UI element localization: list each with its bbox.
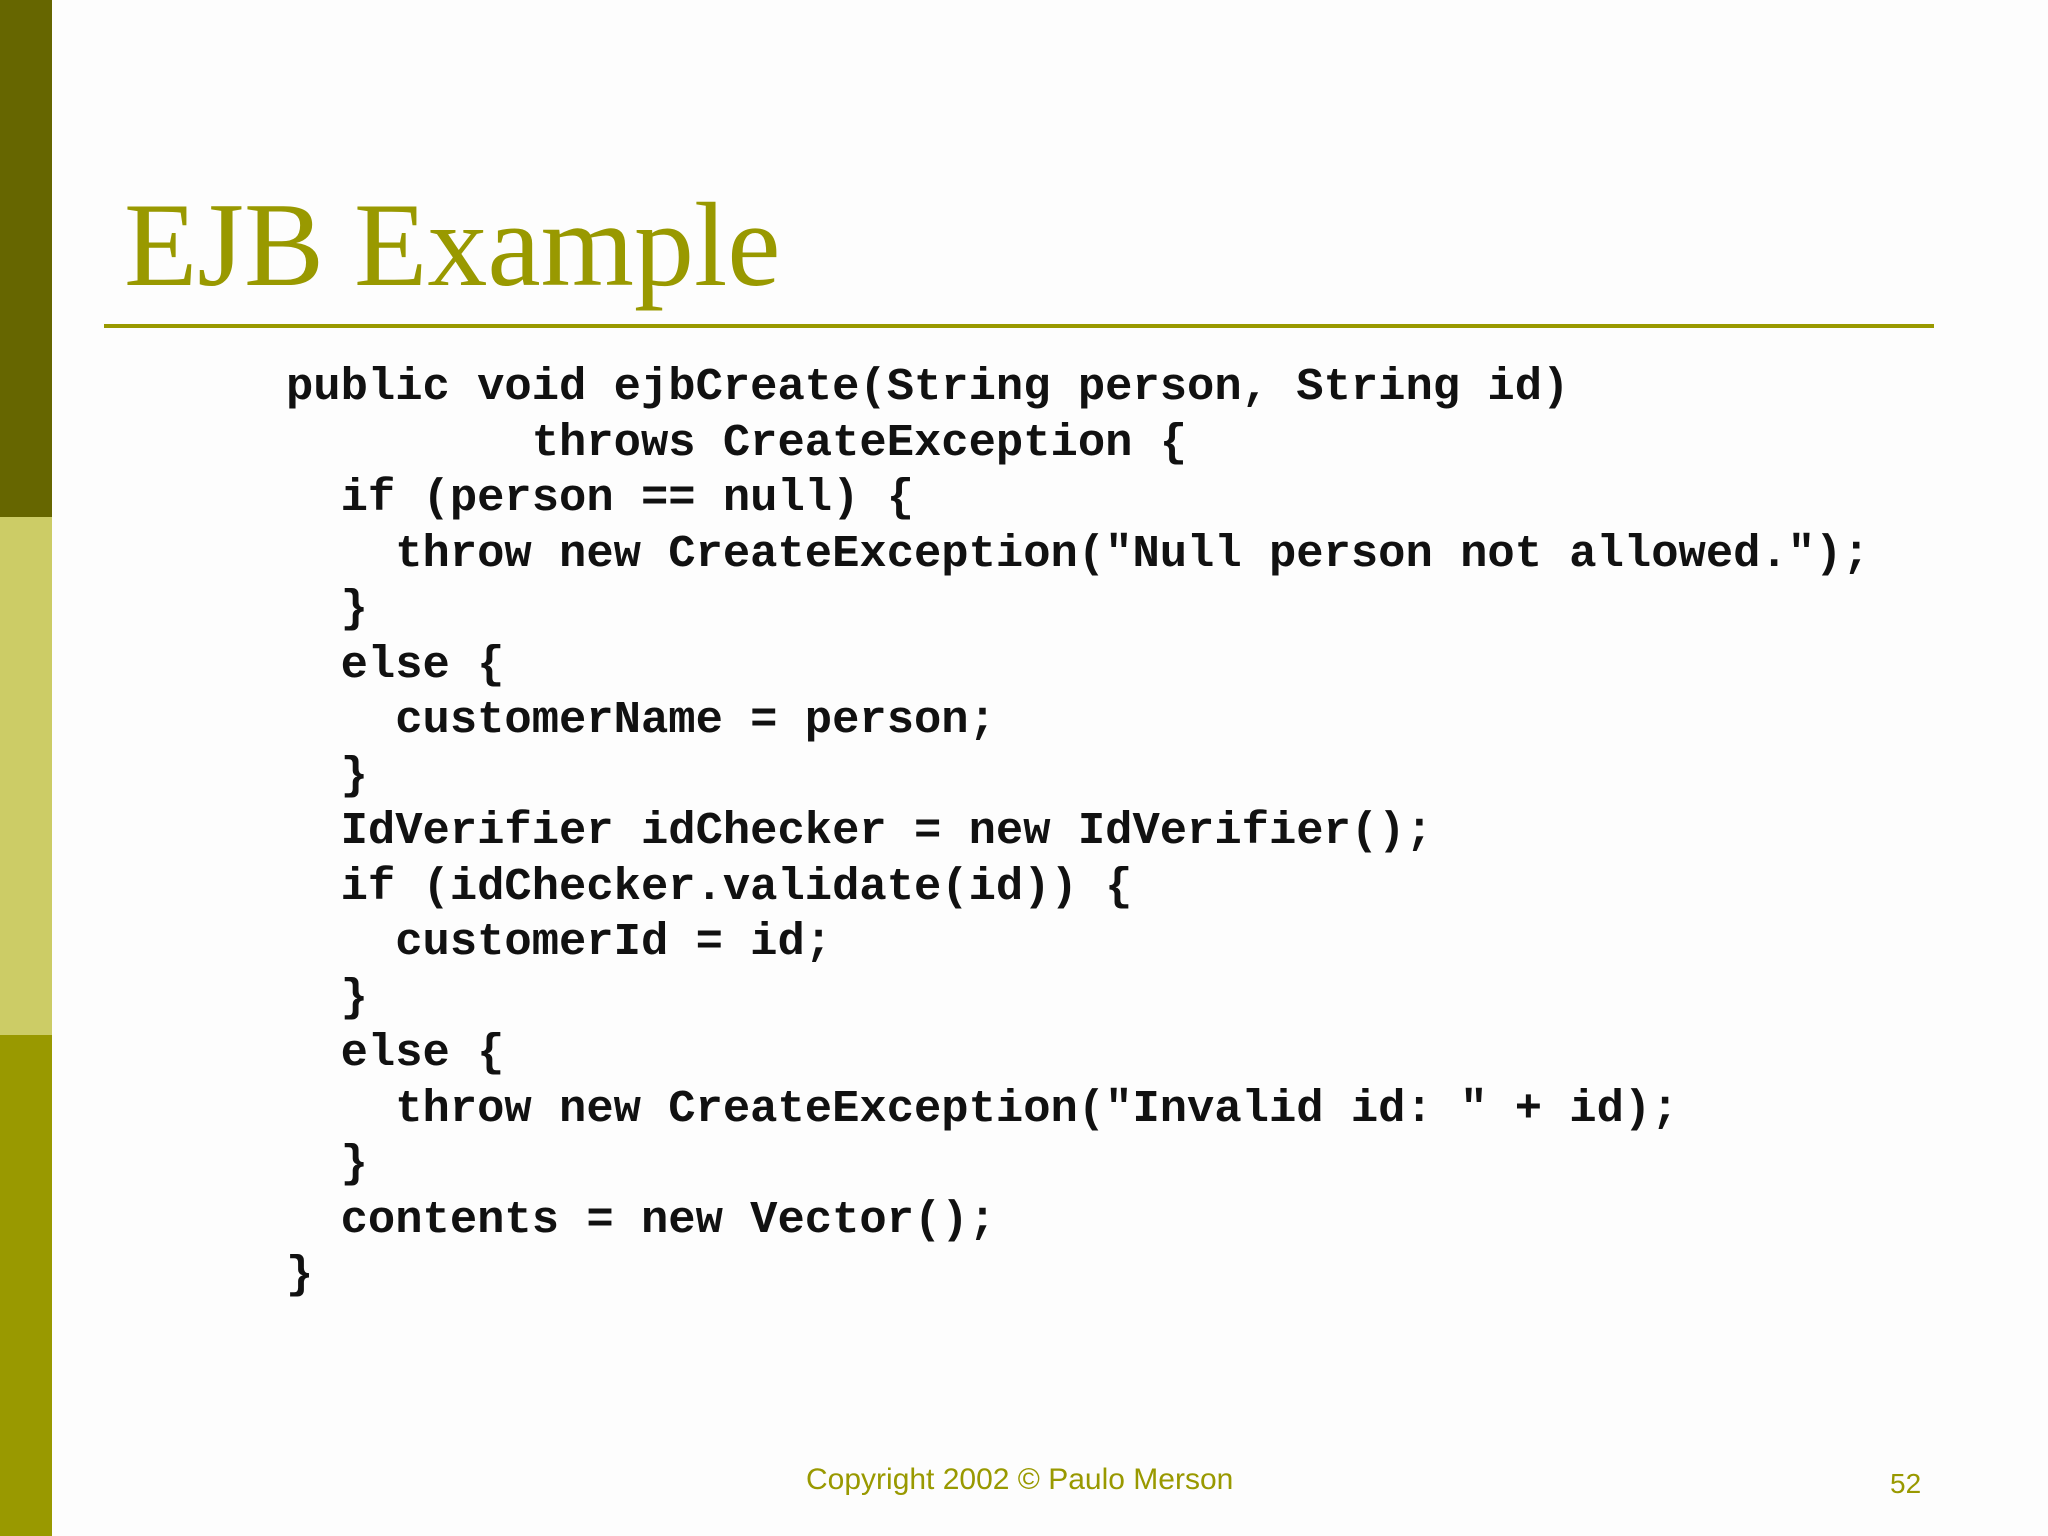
code-line: customerName = person; (286, 694, 996, 746)
code-line: if (person == null) { (286, 472, 915, 524)
code-line: } (286, 749, 368, 802)
code-line: else { (286, 638, 505, 691)
code-line: } (286, 1249, 314, 1301)
code-line: else { (286, 1027, 505, 1079)
code-line: } (286, 583, 368, 635)
code-line: if (idChecker.validate(id)) { (286, 860, 1133, 913)
code-block (286, 360, 1870, 1304)
code-line: throw new CreateException("Invalid id: " + id); (286, 1082, 1679, 1135)
title-divider (104, 324, 1934, 328)
code-line: IdVerifier idChecker = new IdVerifier(); (286, 805, 1433, 857)
code-line: } (286, 971, 368, 1024)
code-line: public void ejbCreate(String person, String id) (286, 361, 1570, 413)
sidebar-band-top (0, 0, 52, 517)
slide-title: EJB Example (124, 178, 781, 311)
sidebar-band-middle (0, 517, 52, 1035)
sidebar-decoration (0, 0, 52, 1536)
sidebar-band-bottom (0, 1035, 52, 1536)
code-line: } (286, 1138, 368, 1190)
code-line: throws CreateException { (286, 416, 1188, 469)
code-line: throw new CreateException("Null person not allowed."); (286, 527, 1870, 580)
page-number: 52 (1890, 1468, 1922, 1499)
code-line: customerId = id; (286, 916, 833, 968)
code-line: contents = new Vector(); (286, 1193, 996, 1246)
footer-copyright: Copyright 2002 © Paulo Merson (806, 1463, 1234, 1496)
